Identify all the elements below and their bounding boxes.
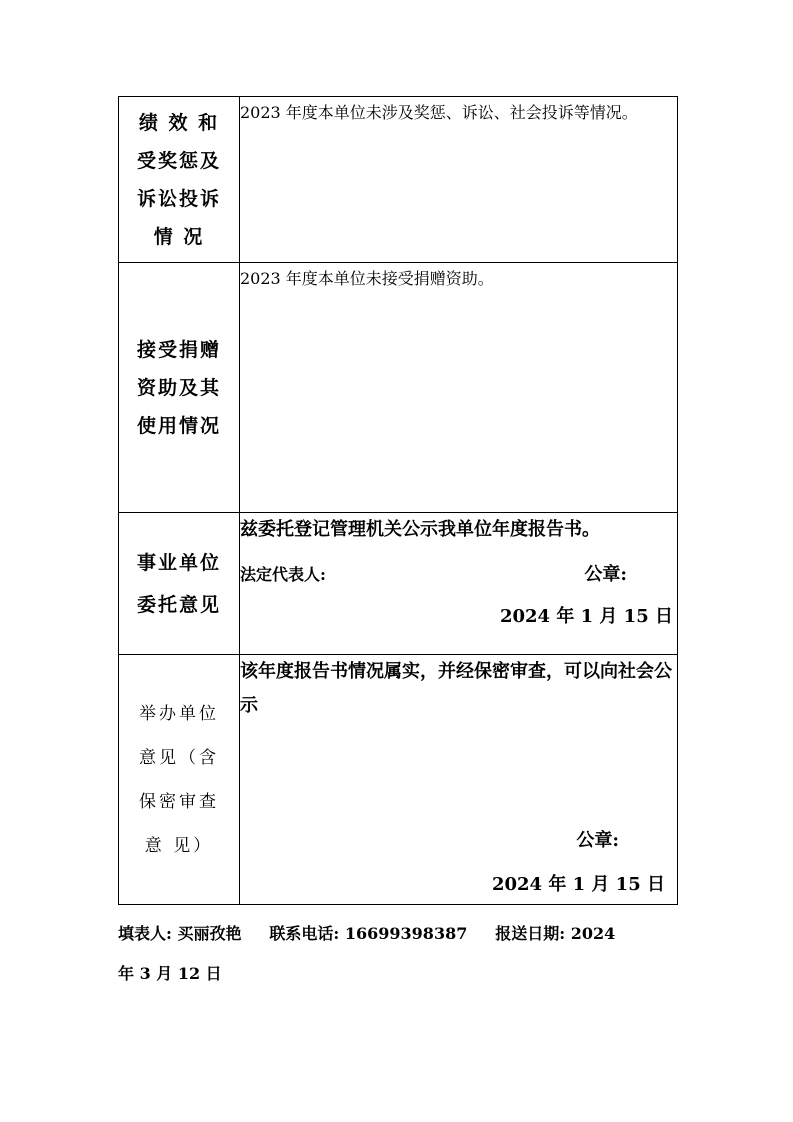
sponsor-statement: 该年度报告书情况属实，并经保密审查，可以向社会公示 bbox=[240, 661, 672, 716]
form-footer bbox=[118, 914, 678, 994]
label-line: 使用情况 bbox=[136, 414, 221, 437]
content-donations bbox=[240, 263, 678, 513]
label-line: 绩 效 和 bbox=[138, 111, 220, 134]
label-line: 诉讼投诉 bbox=[136, 187, 221, 210]
label-line: 受奖惩及 bbox=[136, 149, 221, 172]
label-line: 事业单位 bbox=[136, 551, 221, 574]
content-performance bbox=[240, 97, 678, 263]
phone-label: 联系电话: bbox=[269, 924, 340, 943]
label-line: 接受捐赠 bbox=[136, 338, 221, 361]
seal-label: 公章: bbox=[576, 830, 619, 851]
signature-line bbox=[240, 559, 677, 591]
report-date-year: 2024 bbox=[570, 924, 616, 943]
label-performance bbox=[119, 97, 240, 263]
sponsor-date: 2024 年 1 月 15 日 bbox=[491, 874, 665, 895]
table-row-entrust bbox=[119, 513, 678, 655]
table-row-donations bbox=[119, 263, 678, 513]
label-line: 举办单位 bbox=[139, 703, 219, 724]
label-line: 意见（含 bbox=[139, 747, 219, 768]
seal-label: 公章: bbox=[584, 564, 627, 585]
filler-label: 填表人: bbox=[118, 924, 172, 943]
label-line: 情 况 bbox=[153, 225, 205, 248]
filler-name: 买丽孜艳 bbox=[177, 924, 242, 943]
footer-line bbox=[118, 954, 678, 994]
footer-line bbox=[118, 914, 678, 954]
phone-number: 16699398387 bbox=[344, 924, 468, 943]
legal-rep-label: 法定代表人: bbox=[240, 565, 326, 584]
label-line: 资助及其 bbox=[136, 376, 221, 399]
entrust-statement: 兹委托登记管理机关公示我单位年度报告书。 bbox=[240, 519, 600, 540]
content-text: 2023 年度本单位未涉及奖惩、诉讼、社会投诉等情况。 bbox=[240, 103, 638, 122]
entrust-date: 2024 年 1 月 15 日 bbox=[499, 606, 673, 627]
content-entrust bbox=[240, 513, 678, 655]
label-line: 意 见） bbox=[144, 835, 214, 856]
report-date-rest: 年 3 月 12 日 bbox=[118, 964, 222, 983]
report-date-label: 报送日期: bbox=[495, 924, 566, 943]
label-sponsor bbox=[119, 655, 240, 905]
content-text: 2023 年度本单位未接受捐赠资助。 bbox=[240, 269, 494, 288]
label-line: 保密审查 bbox=[139, 791, 219, 812]
label-line: 委托意见 bbox=[136, 593, 221, 616]
content-sponsor bbox=[240, 655, 678, 905]
annual-report-table bbox=[118, 96, 678, 905]
table-row-performance bbox=[119, 97, 678, 263]
label-entrust bbox=[119, 513, 240, 655]
table-row-sponsor bbox=[119, 655, 678, 905]
label-donations bbox=[119, 263, 240, 513]
